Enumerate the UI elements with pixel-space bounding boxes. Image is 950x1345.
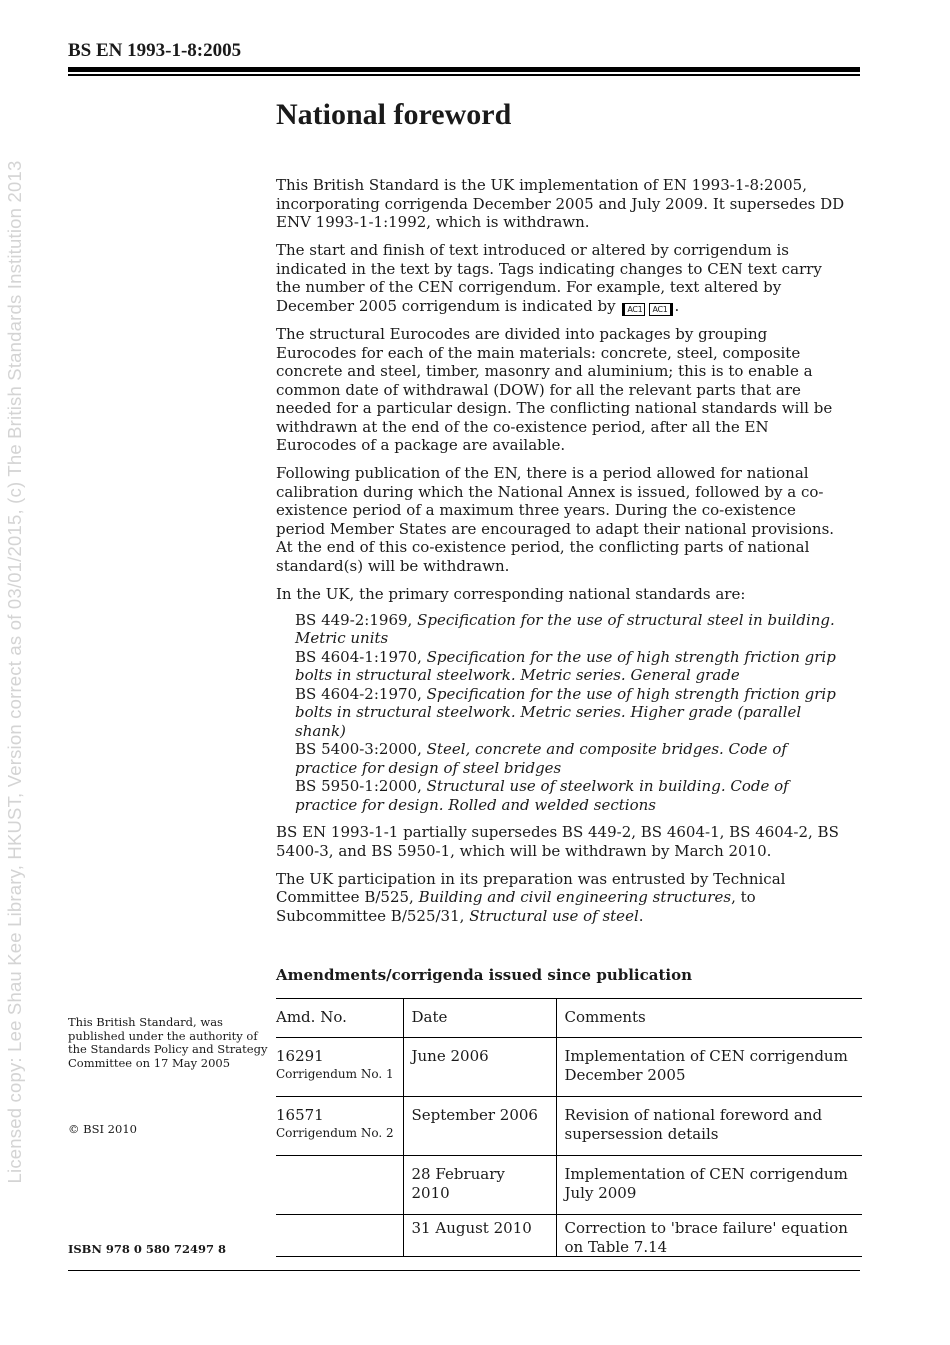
table-row (276, 1215, 862, 1257)
date-cell: 31 August 2010 (403, 1215, 556, 1257)
column-header-amd: Amd. No. (276, 999, 403, 1038)
page-title: National foreword (276, 98, 512, 131)
comment-cell: Correction to 'brace failure' equation on Table 7.14 (556, 1215, 862, 1257)
comment-cell: Implementation of CEN corrigendum December 2005 (556, 1038, 862, 1097)
comment-cell: Implementation of CEN corrigendum July 2009 (556, 1156, 862, 1215)
list-item (295, 777, 846, 814)
standard-title: Structural use of steelwork in building. Code of practice for design. Rolled and welded sections (295, 777, 789, 814)
footer-rule (68, 1270, 860, 1271)
date-cell: 28 February 2010 (403, 1156, 556, 1215)
header-rule-thin (68, 74, 860, 76)
publication-note: This British Standard, was published under the authority of the Standards Policy and Strategy Committee on 17 May 2005 (68, 1015, 268, 1070)
column-header-date: Date (403, 999, 556, 1038)
amendments-table (276, 998, 862, 1257)
paragraph-uk-standards: In the UK, the primary corresponding national standards are: (276, 584, 746, 603)
table-row (276, 1038, 862, 1097)
standard-title: Specification for the use of high strength friction grip bolts in structural steelwork. Metric series. Higher grade (parallel shank) (295, 684, 836, 740)
paragraph-calibration: Following publication of the EN, there is a period allowed for national calibration during which the National Annex is issued, followed by a co-existence period of a maximum three years. During the co-existence period Member States are encouraged to adapt their national provisions. At the end of this co-existence period, the conflicting parts of national standard(s) will be withdrawn. (276, 464, 835, 575)
committee-name: Building and civil engineering structures (418, 888, 732, 906)
ac1-open-tag-icon: AC1 (622, 303, 645, 316)
watermark (0, 0, 30, 1345)
standard-title: Specification for the use of high strength friction grip bolts in structural steelwork. Metric series. General grade (295, 647, 836, 684)
list-item (295, 685, 846, 741)
watermark-text: Licensed copy: Lee Shau Kee Library, HKUST, Version correct as of 03/01/2015, (c) The British Standards Institution 2013 (4, 160, 25, 1184)
corrigendum-label: Corrigendum No. 1 (276, 1066, 394, 1081)
header-rule-thick (68, 67, 860, 72)
paragraph-participation (276, 870, 846, 926)
standard-code: BS 4604-1:1970, (295, 647, 422, 666)
standard-code: BS 4604-2:1970, (295, 684, 422, 703)
amd-number: 16571 (276, 1106, 324, 1124)
paragraph-tags-text: The start and finish of text introduced or altered by corrigendum is indicated in the text by tags. Tags indicating changes to CEN text carry the number of the CEN corrigendum. For example, text altered by December 2005 corrigendum is indicated by (276, 241, 822, 315)
amd-number: 16291 (276, 1047, 324, 1065)
participation-text: The UK participation in its preparation was entrusted by Technical Committee B/525, (276, 869, 786, 906)
paragraph-tags-end: . (674, 296, 680, 315)
standard-title: Specification for the use of structural steel in building. Metric units (295, 610, 835, 647)
list-item (295, 611, 846, 648)
paragraph-supersedes: BS EN 1993-1-1 partially supersedes BS 449-2, BS 4604-1, BS 4604-2, BS 5400-3, and BS 5950-1, which will be withdrawn by March 2010. (276, 823, 839, 860)
standard-code: BS 449-2:1969, (295, 610, 413, 629)
participation-text: , to Subcommittee B/525/31, (276, 888, 756, 925)
table-row (276, 1097, 862, 1156)
ac1-close-tag-icon: AC1 (649, 303, 672, 316)
amd-cell (276, 1038, 403, 1097)
table-header-row (276, 999, 862, 1038)
amd-cell (276, 1215, 403, 1257)
copyright-notice: © BSI 2010 (68, 1122, 137, 1136)
paragraph-eurocodes: The structural Eurocodes are divided into packages by grouping Eurocodes for each of the main materials: concrete, steel, composite concrete and steel, timber, masonry and aluminium; this is to enable a common date of withdrawal (DOW) for all the relevant parts that are needed for a particular design. The conflicting national standards will be withdrawn at the end of the co-existence period, after all the EN Eurocodes of a package are available. (276, 325, 833, 454)
column-header-comments: Comments (556, 999, 862, 1038)
document-code: BS EN 1993-1-8:2005 (68, 40, 242, 61)
list-item (295, 740, 846, 777)
isbn: ISBN 978 0 580 72497 8 (68, 1242, 226, 1256)
date-cell: June 2006 (403, 1038, 556, 1097)
comment-cell: Revision of national foreword and supersession details (556, 1097, 862, 1156)
standards-list (295, 611, 846, 815)
date-cell: September 2006 (403, 1097, 556, 1156)
amd-cell (276, 1097, 403, 1156)
amd-cell (276, 1156, 403, 1215)
amendments-heading: Amendments/corrigenda issued since publication (276, 966, 692, 984)
list-item (295, 648, 846, 685)
standard-code: BS 5950-1:2000, (295, 777, 422, 795)
standard-code: BS 5400-3:2000, (295, 740, 422, 758)
table-row (276, 1156, 862, 1215)
subcommittee-name: Structural use of steel (469, 906, 639, 925)
paragraph-tags (276, 241, 846, 316)
participation-end: . (638, 906, 644, 925)
paragraph-implementation: This British Standard is the UK implementation of EN 1993-1-8:2005, incorporating corrigenda December 2005 and July 2009. It supersedes DD ENV 1993-1-1:1992, which is withdrawn. (276, 176, 845, 231)
corrigendum-label: Corrigendum No. 2 (276, 1125, 394, 1140)
foreword-body (276, 176, 846, 935)
standard-title: Steel, concrete and composite bridges. Code of practice for design of steel bridges (295, 740, 787, 777)
